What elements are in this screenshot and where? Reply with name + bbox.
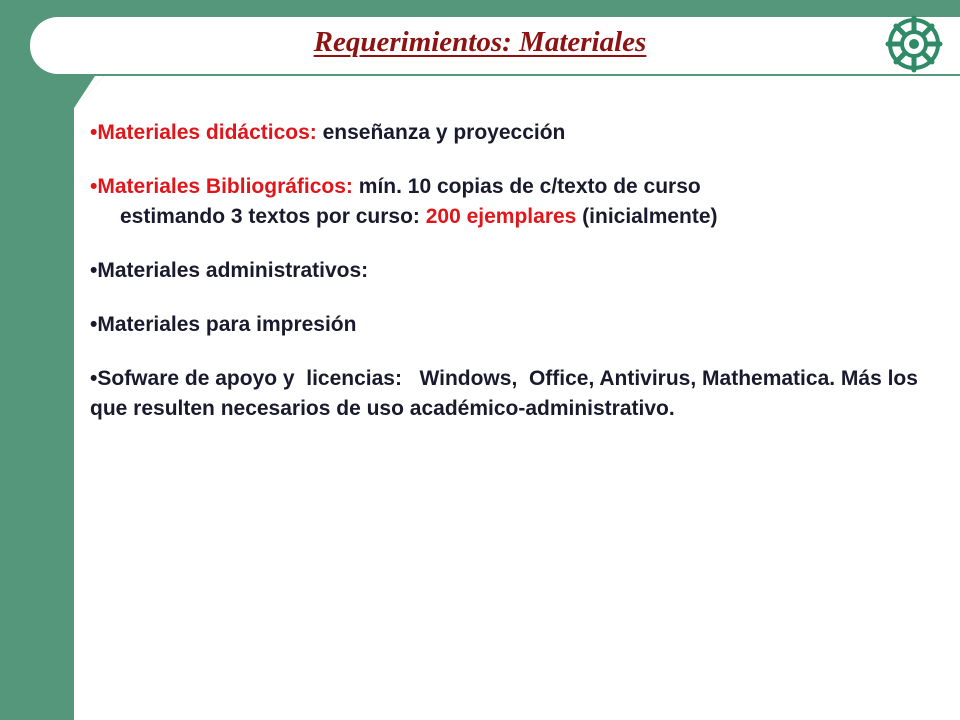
slide-title: Requerimientos: Materiales [313, 26, 647, 58]
item-continuation [90, 202, 945, 232]
item-text: enseñanza y proyección [316, 121, 566, 144]
list-item [90, 172, 945, 232]
item-text: mín. 10 copias de c/texto de curso [352, 175, 701, 198]
bullet: • [90, 313, 98, 336]
continuation-suffix: (inicialmente) [576, 205, 718, 228]
list-item [90, 364, 945, 424]
list-item [90, 118, 945, 148]
list-item [90, 256, 945, 286]
continuation-text: estimando 3 textos por curso: [120, 205, 426, 228]
bullet: • [90, 259, 98, 282]
item-text: Materiales para impresión [97, 313, 357, 336]
list-item [90, 310, 945, 340]
item-text: Materiales administrativos: [97, 259, 369, 282]
slide-body [90, 118, 945, 448]
item-text: Sofware de apoyo y licencias: Windows, Office, Antivirus, Mathematica. Más los que resulten necesarios de uso académico-administrativo. [90, 367, 924, 420]
bullet: • [90, 175, 98, 198]
bullet: • [90, 121, 98, 144]
item-label: Materiales didácticos: [97, 121, 317, 144]
highlight-text: 200 ejemplares [425, 205, 577, 228]
bullet: • [90, 367, 98, 390]
item-label: Materiales Bibliográficos: [97, 175, 353, 198]
institution-seal-icon [884, 14, 944, 74]
